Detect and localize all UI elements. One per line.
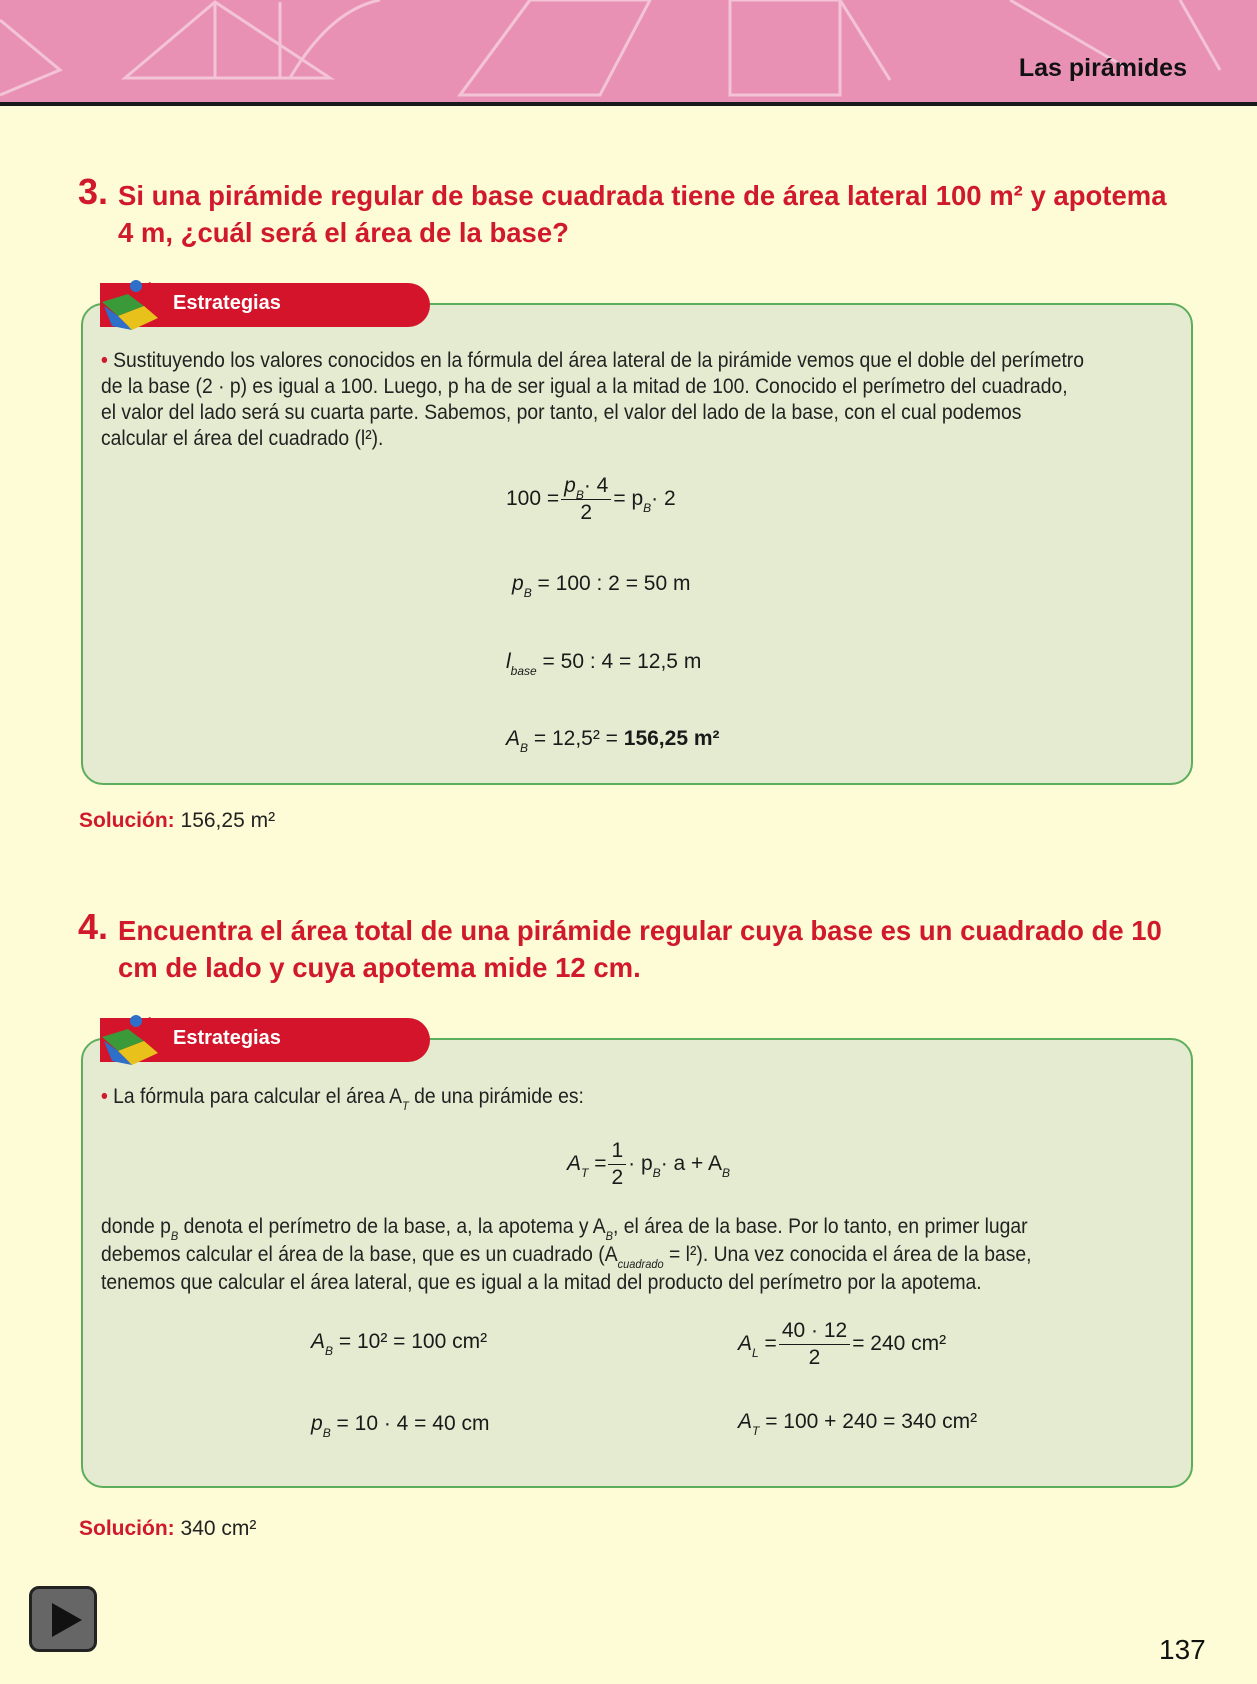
solution-value: 340 cm² [180, 1517, 257, 1540]
solution-label: Solución: [79, 1517, 175, 1540]
equation-total-area-4: $A_T = 100 + 240 = 340$ cm² [738, 1410, 978, 1438]
play-button[interactable] [29, 1586, 97, 1652]
equation-perimeter-4: $p_B = 10 \cdot 4 = 40$ cm [311, 1412, 490, 1440]
problem-3-number: 3. [78, 171, 109, 212]
bullet: • [101, 349, 108, 372]
problem-4-statement [78, 906, 1178, 986]
equation-lateral-area: 100 = $\frac{p_B\cdot 4}{2}$ = $p_B\cdot 2$ [506, 474, 676, 524]
formula-total-area: $A_T$ = $\frac{1}{2}$ · $p_B\cdot a + A_B$ [567, 1139, 730, 1189]
equation-base-area-4: $A_B = 10^2 = 100$ cm² [311, 1330, 488, 1358]
solution-value: 156,25 m² [180, 809, 276, 832]
problem-3-question: Si una pirámide regular de base cuadrada tiene de área lateral 100 m² y apotema 4 m, ¿cuál será el área de la base? [118, 180, 1167, 248]
strategy-intro-4: • La fórmula para calcular el área $A_T$ de una pirámide es: [101, 1085, 584, 1113]
equation-base-area: $A_B = 12,5^2 = 156,25$ m² [506, 727, 720, 755]
strategy-label-4: Estrategias [173, 1027, 281, 1049]
puzzle-icon [98, 276, 170, 334]
problem-4-number: 4. [78, 906, 109, 947]
equation-side: $l_{base} = 50$ : 4 = 12,5 m [506, 650, 702, 678]
problem-3-statement [78, 171, 1178, 251]
strategy-text-3 [101, 348, 1085, 452]
bullet: • [101, 1085, 108, 1108]
problem-4-question: Encuentra el área total de una pirámide regular cuya base es un cuadrado de 10 cm de lado y cuya apotema mide 12 cm. [118, 915, 1162, 983]
header-banner [0, 0, 1257, 106]
play-icon [52, 1603, 82, 1637]
strategy-label-3: Estrategias [173, 292, 281, 314]
equation-lateral-area-4: $A_L$ = $\frac{40 \cdot 12}{2}$ = 240 cm² [738, 1319, 947, 1369]
strategy-text-4: donde $p_B$ denota el perímetro de la base, a, la apotema y $A_B$, el área de la base. Por lo tanto, en primer lugar debemos calcular el área de la base, que es un cuadrado $(A_{cuadrado} = l^2)$. Una vez conocida el área de la base, tenemos que calcular el área lateral, que es igual a la mitad del producto del perímetro por la apotema. [101, 1215, 1032, 1294]
geometry-sketch-decoration [0, 0, 1257, 102]
puzzle-icon [98, 1011, 170, 1069]
solution-4 [79, 1517, 256, 1541]
solution-3 [79, 809, 275, 833]
equation-perimeter: $p_B = 100$ : 2 = 50 m [512, 572, 691, 600]
solution-label: Solución: [79, 809, 175, 832]
page-number: 137 [1159, 1634, 1206, 1665]
page-section-title: Las pirámides [1018, 54, 1187, 82]
strategy-text-3-body: Sustituyendo los valores conocidos en la fórmula del área lateral de la pirámide vemos que el doble del perímetro de la base (2 · p) es igual a 100. Luego, p ha de ser igual a la mitad de 100. Conocido el perímetro del cuadrado, el valor del lado será su cuarta parte. Sabemos, por tanto, el valor del lado de la base, con el cual podemos calcular el área del cuadrado (l²). [101, 349, 1084, 450]
